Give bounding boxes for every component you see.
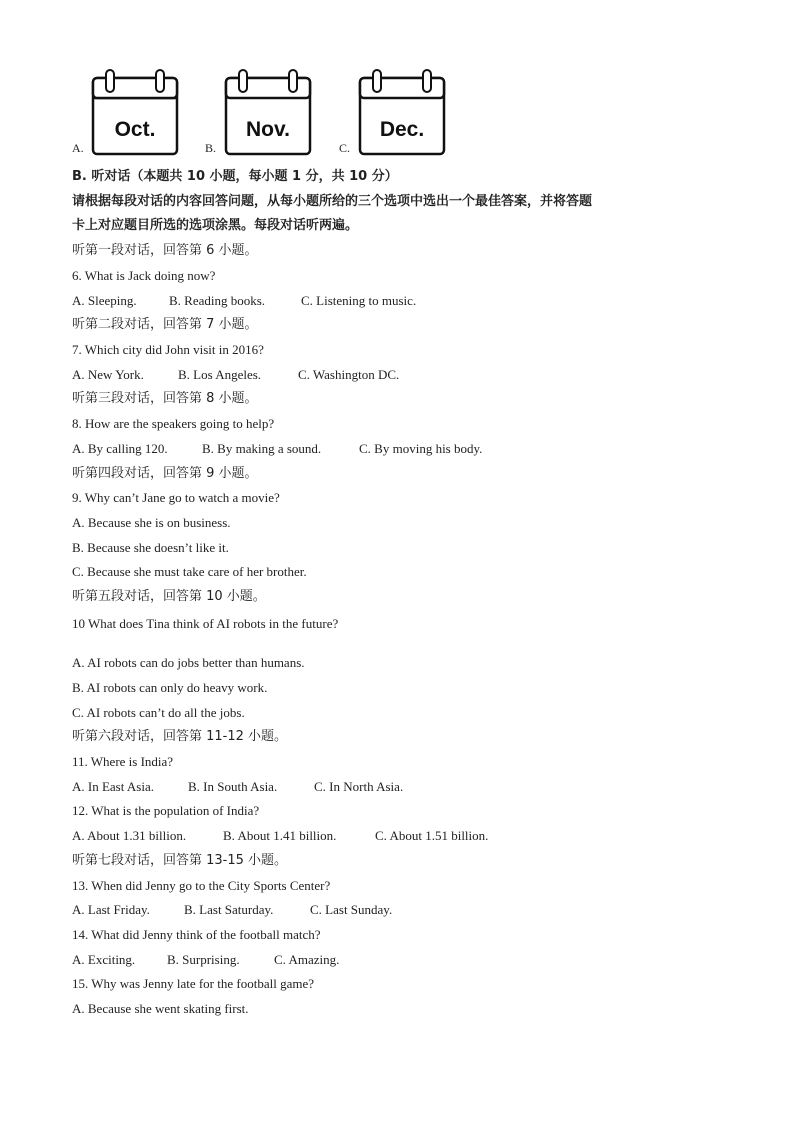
option-b: B. Last Saturday.	[184, 902, 274, 917]
option-c: C. Amazing.	[274, 952, 340, 967]
calendar-options	[72, 68, 492, 160]
calendar-month: Nov.	[246, 118, 290, 141]
question-text: 11. Where is India?	[72, 754, 174, 769]
question-text: 12. What is the population of India?	[72, 803, 260, 818]
question-text: 6. What is Jack doing now?	[72, 268, 216, 283]
question-options	[72, 902, 392, 918]
option-a: A. Last Friday.	[72, 902, 150, 917]
option-b: B. Surprising.	[167, 952, 240, 967]
option-letter: C.	[339, 141, 351, 155]
dialogue-heading: 听第一段对话，回答第 6 小题。	[72, 243, 258, 258]
question-text: 9. Why can’t Jane go to watch a movie?	[72, 490, 280, 505]
calendar-option-c	[339, 68, 449, 160]
option-a: A. Exciting.	[72, 952, 136, 967]
option-b: B. In South Asia.	[188, 779, 278, 794]
option-a: A. Sleeping.	[72, 293, 137, 308]
section-title: B. 听对话（本题共 10 小题，每小题 1 分，共 10 分）	[72, 169, 398, 184]
option-letter: A.	[72, 141, 84, 155]
dialogue-heading: 听第四段对话，回答第 9 小题。	[72, 466, 258, 481]
question-options	[72, 828, 488, 844]
option-a: A. In East Asia.	[72, 779, 154, 794]
option-a: A. New York.	[72, 367, 144, 382]
question-text: 8. How are the speakers going to help?	[72, 416, 275, 431]
option-a: A. About 1.31 billion.	[72, 828, 187, 843]
option-c: C. About 1.51 billion.	[375, 828, 489, 843]
option-c: C. By moving his body.	[359, 441, 483, 456]
option-b: B. By making a sound.	[202, 441, 322, 456]
dialogue-heading: 听第五段对话，回答第 10 小题。	[72, 589, 266, 604]
option-c: C. AI robots can’t do all the jobs.	[72, 705, 245, 720]
question-options	[72, 441, 482, 457]
option-a: A. By calling 120.	[72, 441, 168, 456]
question-options	[72, 952, 339, 968]
dialogue-heading: 听第六段对话，回答第 11-12 小题。	[72, 729, 288, 744]
question-options	[72, 779, 403, 795]
section-instruction: 请根据每段对话的内容回答问题，从每小题所给的三个选项中选出一个最佳答案，并将答题	[72, 194, 593, 209]
section-instruction: 卡上对应题目所选的选项涂黑。每段对话听两遍。	[72, 218, 359, 233]
question-text: 14. What did Jenny think of the football match?	[72, 927, 321, 942]
calendar-month: Oct.	[114, 118, 156, 141]
option-b: B. About 1.41 billion.	[223, 828, 337, 843]
dialogue-heading: 听第三段对话，回答第 8 小题。	[72, 391, 258, 406]
option-a: A. AI robots can do jobs better than humans.	[72, 655, 305, 670]
option-b: B. Reading books.	[169, 293, 266, 308]
question-text: 15. Why was Jenny late for the football game?	[72, 976, 314, 991]
dialogue-heading: 听第二段对话，回答第 7 小题。	[72, 317, 258, 332]
question-text: 10 What does Tina think of AI robots in the future?	[72, 616, 339, 631]
option-c: C. In North Asia.	[314, 779, 404, 794]
option-a: A. Because she is on business.	[72, 515, 231, 530]
option-c: C. Listening to music.	[301, 293, 417, 308]
option-c: C. Washington DC.	[298, 367, 400, 382]
calendar-month: Dec.	[379, 118, 425, 141]
calendar-icon	[90, 68, 180, 158]
option-c: C. Last Sunday.	[310, 902, 393, 917]
option-b: B. Los Angeles.	[178, 367, 262, 382]
option-b: B. AI robots can only do heavy work.	[72, 680, 268, 695]
question-text: 7. Which city did John visit in 2016?	[72, 342, 264, 357]
calendar-option-b	[205, 68, 315, 160]
calendar-icon	[223, 68, 313, 158]
calendar-icon	[357, 68, 447, 158]
question-text: 13. When did Jenny go to the City Sports Center?	[72, 878, 331, 893]
question-options	[72, 367, 399, 383]
option-a: A. Because she went skating first.	[72, 1001, 249, 1016]
calendar-option-a	[72, 68, 182, 160]
option-b: B. Because she doesn’t like it.	[72, 540, 229, 555]
option-letter: B.	[205, 141, 217, 155]
option-c: C. Because she must take care of her brother.	[72, 564, 307, 579]
question-options	[72, 293, 416, 309]
dialogue-heading: 听第七段对话，回答第 13-15 小题。	[72, 853, 288, 868]
